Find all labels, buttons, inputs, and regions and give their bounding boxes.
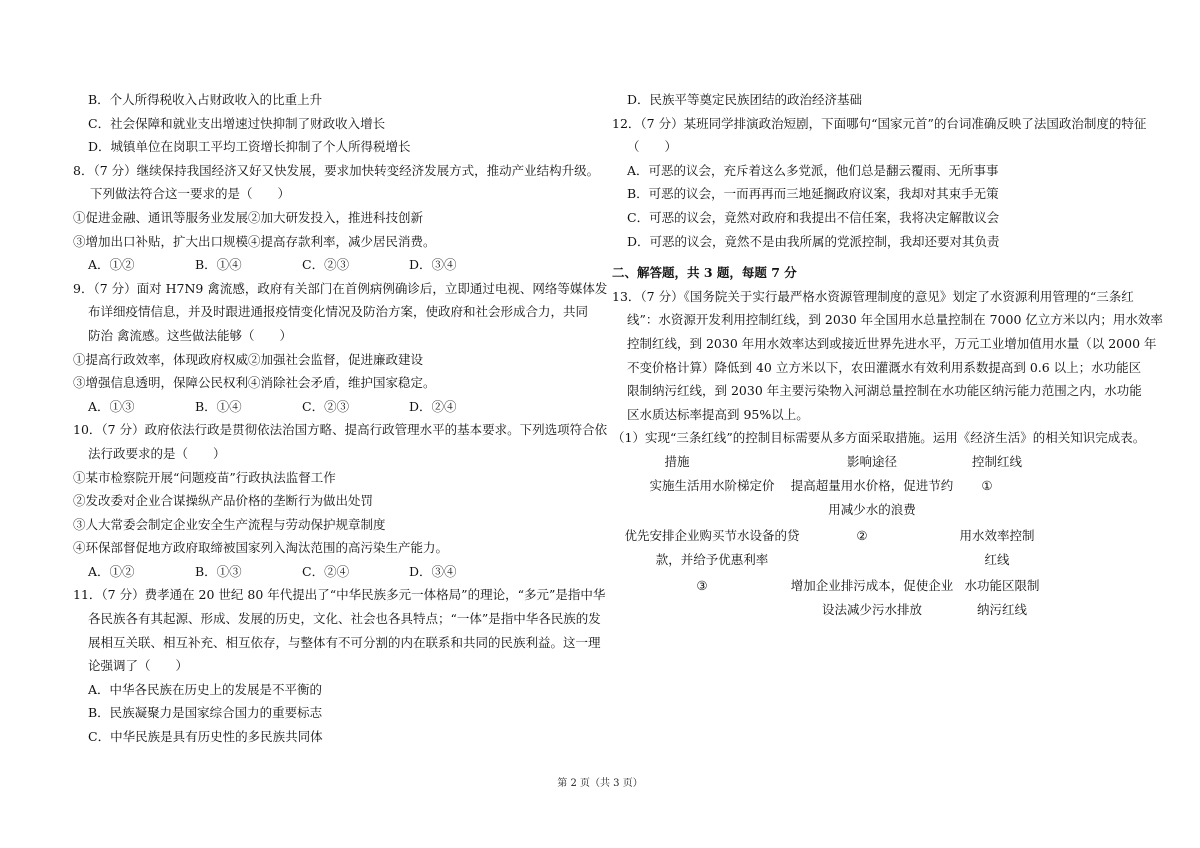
q11-stem-cont-3: 论强调了（ ） <box>88 658 189 674</box>
q9-stem: 9．（7 分）面对 H7N9 禽流感，政府有关部门在首例病例确诊后，立即通过电视、网络等媒体发 <box>73 280 608 296</box>
q10-item-2: ②发改委对企业合谋操纵产品价格的垄断行为做出处罚 <box>73 493 374 509</box>
page-footer: 第 2 页（共 3 页） <box>557 778 643 789</box>
q11-option-d: D．民族平等奠定民族团结的政治经济基础 <box>627 92 863 107</box>
q10-option-b: B．①③ <box>195 563 242 579</box>
table-row3-path: 增加企业排污成本，促使企业 设法减少污水排放 <box>790 577 954 617</box>
q13-stem-cont-4: 限制纳污红线，到 2030 年主要污染物入河湖总量控制在水功能区纳污能力范围之内，水功能 <box>627 383 1142 399</box>
q8-option-a: A．①② <box>88 257 135 273</box>
q9-option-d: D．②④ <box>409 398 457 414</box>
table-header-redline: 控制红线 <box>971 453 1022 469</box>
q11-option-b: B．民族凝聚力是国家综合国力的重要标志 <box>88 705 323 721</box>
q10-option-c: C．②④ <box>302 563 350 579</box>
table-row1-measure: 实施生活用水阶梯定价 <box>649 477 775 493</box>
q10-item-4: ④环保部督促地方政府取缔被国家列入淘汰范围的高污染生产能力。 <box>73 540 449 556</box>
q8-stem-cont: 下列做法符合这一要求的是（ ） <box>90 186 291 202</box>
right-column <box>612 88 1163 628</box>
left-column <box>73 88 608 749</box>
q9-stem-cont-1: 布详细疫情信息，并及时跟进通报疫情变化情况及防治方案，使政府和社会形成合力，共同 <box>88 304 589 320</box>
table-row2-measure: 优先安排企业购买节水设备的贷 款，并给予优惠利率 <box>624 527 800 567</box>
q8-option-c: C．②③ <box>302 257 350 273</box>
section-heading: 二、解答题，共 3 题，每题 7 分 <box>612 265 797 281</box>
q10-item-1: ①某市检察院开展“问题疫苗”行政执法监督工作 <box>73 469 336 485</box>
measures-table <box>612 450 1144 628</box>
q10-option-a: A．①② <box>88 563 135 579</box>
q12-stem: 12．（7 分）某班同学排演政治短剧，下面哪句“国家元首”的台词准确反映了法国政治制度的特征 <box>612 115 1147 131</box>
q11-stem-cont-1: 各民族各有其起源、形成、发展的历史，文化、社会也各具特点；“一体”是指中华各民族的发 <box>88 611 601 627</box>
q9-options <box>73 395 593 419</box>
table-row2-redline: 用水效率控制 红线 <box>959 527 1035 567</box>
q9-option-b: B．①④ <box>195 398 242 414</box>
q13-stem-cont-1: 线”：水资源开发利用控制红线，到 2030 年全国用水总量控制在 7000 亿立方米以内；用水效率 <box>627 312 1163 328</box>
q10-option-d: D．③④ <box>409 563 457 579</box>
q13-stem-cont-3: 不变价格计算）降低到 40 立方米以下，农田灌溉水有效利用系数提高到 0.6 以上；水功能区 <box>627 359 1142 375</box>
q9-option-c: C．②③ <box>302 398 350 414</box>
q12-stem-cont: （ ） <box>627 139 678 155</box>
q10-stem-cont: 法行政要求的是（ ） <box>88 445 226 461</box>
q10-item-3: ③人大常委会制定企业安全生产流程与劳动保护规章制度 <box>73 516 386 532</box>
q11-stem: 11．（7 分）费孝通在 20 世纪 80 年代提出了“中华民族多元一体格局”的理论，“多元”是指中华 <box>73 587 606 603</box>
q8-stem: 8．（7 分）继续保持我国经济又好又快发展，要求加快转变经济发展方式，推动产业结构升级。 <box>73 162 600 178</box>
table-row1-path: 提高超量用水价格，促进节约 用减少水的浪费 <box>790 477 954 517</box>
q8-item-2: ③增加出口补贴，扩大出口规模④提高存款利率，减少居民消费。 <box>73 233 436 249</box>
q8-option-d: D．③④ <box>409 257 457 273</box>
table-row1-redline: ① <box>981 477 993 493</box>
q13-stem: 13．（7 分）《国务院关于实行最严格水资源管理制度的意见》划定了水资源利用管理的“三条红 <box>612 288 1134 304</box>
table-row3-redline: 水功能区限制 纳污红线 <box>964 577 1040 617</box>
table-header-measure: 措施 <box>664 453 690 469</box>
q13-stem-cont-5: 区水质达标率提高到 95%以上。 <box>627 406 809 422</box>
q7-option-c: C．社会保障和就业支出增速过快抑制了财政收入增长 <box>88 115 386 131</box>
q9-item-1: ①提高行政效率，体现政府权威②加强社会监督，促进廉政建设 <box>73 351 424 367</box>
q13-sub1: （1）实现“三条红线”的控制目标需要从多方面采取措施。运用《经济生活》的相关知识完成表。 <box>612 430 1146 446</box>
table-header-path: 影响途径 <box>846 453 897 469</box>
q7-option-d: D．城镇单位在岗职工平均工资增长抑制了个人所得税增长 <box>88 139 411 155</box>
q9-item-2: ③增强信息透明，保障公民权利④消除社会矛盾，维护国家稳定。 <box>73 375 436 391</box>
table-row2-path: ② <box>856 527 868 543</box>
q12-option-c: C．可恶的议会，竟然对政府和我提出不信任案，我将决定解散议会 <box>627 209 1000 225</box>
q8-option-b: B．①④ <box>195 257 242 273</box>
q9-option-a: A．①③ <box>88 398 135 414</box>
q12-option-d: D．可恶的议会，竟然不是由我所属的党派控制，我却还要对其负责 <box>627 233 1000 249</box>
q13-stem-cont-2: 控制红线，到 2030 年用水效率达到或接近世界先进水平，万元工业增加值用水量（以 2000 年 <box>627 335 1157 351</box>
q12-option-a: A．可恶的议会，充斥着这么多党派，他们总是翻云覆雨、无所事事 <box>627 162 999 178</box>
q10-options <box>73 560 593 584</box>
q8-options <box>73 253 593 277</box>
q12-option-b: B．可恶的议会，一而再再而三地延搁政府议案，我却对其束手无策 <box>627 186 999 202</box>
q10-stem: 10．（7 分）政府依法行政是贯彻依法治国方略、提高行政管理水平的基本要求。下列选项符合依 <box>73 422 608 438</box>
q11-stem-cont-2: 展相互关联、相互补充、相互依存，与整体有不可分割的内在联系和共同的民族利益。这一理 <box>88 634 601 650</box>
q11-option-c: C．中华民族是具有历史性的多民族共同体 <box>88 729 323 745</box>
q8-item-1: ①促进金融、通讯等服务业发展②加大研发投入，推进科技创新 <box>73 209 424 225</box>
q9-stem-cont-2: 防治 禽流感。这些做法能够（ ） <box>88 327 292 343</box>
table-row3-measure: ③ <box>696 577 708 593</box>
q11-option-a: A．中华各民族在历史上的发展是不平衡的 <box>88 681 323 697</box>
q7-option-b: B．个人所得税收入占财政收入的比重上升 <box>88 92 323 107</box>
